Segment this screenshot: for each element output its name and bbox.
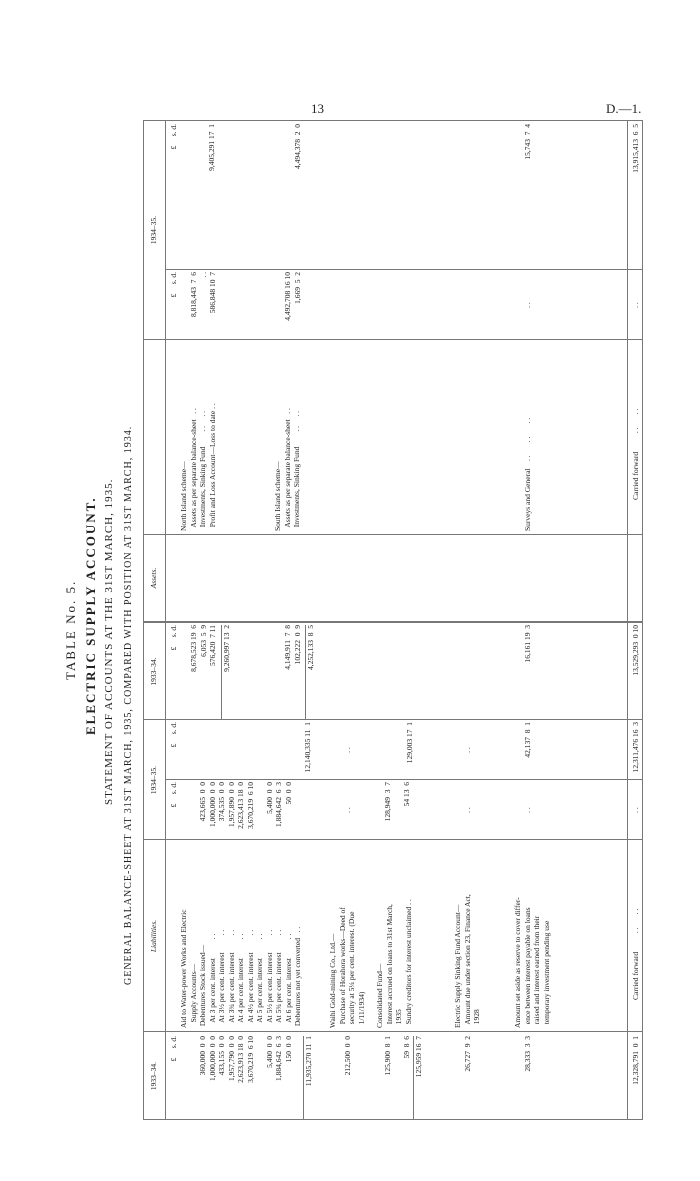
reserve-1934: 28,333 3 3 [523,1036,532,1072]
lsd-col3: £ s. d. [169,782,178,808]
sinking-1935-right: . . [463,747,472,753]
rotated-balance-sheet [55,120,645,1120]
consol-1935-right: 129,003 17 1 [405,722,414,764]
liab-carried-1935-mid: . . [631,807,640,813]
lsd-col4: £ s. d. [169,722,178,748]
ni-1935-right: 9,405,291 17 1 [207,124,216,171]
consol-1934: 125,900 8 1 59 8 6 [383,1036,411,1076]
liab-debentures-desc: Aid to Water-power Works and Electric Supply Accounts— Debentures Stock issued— At 3 per cent. interest . . At 3½ per cent. interest . . At 3¾ per cent. interest . . At 4 per cent. interest . . At 4½ per cent. interest . . At 5 per cent. interest . . At 5½ per cent. interest . . At 5¾ per cent. interest . . At 6 per cent. interest . . Debentures not yet converted . . [179,909,302,1028]
lsd-col1: £ s. d. [169,1036,178,1062]
consol-1934-total: 125,959 16 7 [413,1036,424,1120]
liab-1935-header: 1934–35. [149,765,158,795]
assets-carried-1934: 13,529,293 0 10 [631,625,640,676]
liab-1935-debentures: 423,665 0 0 1,000,000 0 0 374,535 0 0 1,957,890 0 0 2,623,413 18 0 3,670,219 6 10 5,400 0 0 1,884,642 6 3 50 0 0 [198,782,293,829]
lsd-col5: £ s. d. [169,625,178,651]
surveys-1935-mid: . . [523,302,532,308]
surveys-1934: 16,161 19 3 [523,625,532,663]
assets-carried-1935-right: 13,915,413 6 5 [631,124,640,173]
si-1935-mid: 4,492,708 16 10 1,669 5 2 [283,272,302,321]
waihi-desc: Waihi Gold-mining Co., Ltd.— Purchase of Horahora works—Deed of security at 5¼ per cent. interest. (Due 1/11/1934) [328,907,366,1028]
assets-carried-desc: Carried forward . . . . [631,408,640,500]
waihi-1934: 212,500 0 0 [343,1036,352,1076]
assets-carried-1935-mid: . . [631,302,640,308]
statement-title: STATEMENT OF ACCOUNTS AT THE 31ST MARCH, 1935. [103,478,115,805]
liab-1934-total1: 11,935,270 11 1 [303,1036,314,1120]
liab-1934-debentures: 360,000 0 0 1,000,000 0 0 433,155 0 0 1,957,790 0 0 2,623,913 18 0 3,670,219 6 10 5,400 0 0 1,884,642 6 3 150 0 0 [198,1036,293,1083]
reserve-1935-right: 42,137 8 1 [523,722,532,758]
consol-1935-mid: 128,949 3 7 54 13 6 [383,782,411,822]
table-label: TABLE No. 5. [63,579,78,680]
balance-sheet-title: GENERAL BALANCE-SHEET AT 31ST MARCH, 1935, COMPARED WITH POSITION AT 31ST MARCH, 1934. [123,425,134,985]
surveys-desc: Surveys and General . . . . . . [523,417,532,531]
assets-1934-header: 1933–34. [149,657,158,686]
ni-1934: 8,678,523 19 6 6,053 5 9 576,420 7 11 [189,625,217,672]
ni-1934-total: 9,260,997 13 2 [221,625,232,720]
liab-carried-1934: 12,328,791 0 1 [631,1036,640,1085]
assets-header: Assets. [149,567,158,589]
reserve-desc: Amount set aside as reserve to cover differ- ence between interest payable on loans raised and interest earned from their temporary investment pending use [513,897,551,1028]
liab-1934-header: 1933–34. [149,1061,158,1091]
liab-carried-desc: Carried forward . . . . [631,908,640,1000]
waihi-1935-mid: . . [343,807,352,813]
liabilities-header: Liabilities. [149,919,158,953]
waihi-1935-right: . . [343,747,352,753]
sinking-desc: Electric Supply Sinking Fund Account— Amount due under section 23, Finance Act, 1928 [453,894,481,1028]
ni-desc: North Island scheme— Assets as per separate balance-sheet . . Investments, Sinking Fund . . . . Profit and Loss Account—Loss to date . . [179,403,217,531]
si-1935-right: 4,494,378 2 0 [293,124,302,169]
lsd-col8: £ s. d. [169,124,178,150]
page-number: 13 [311,101,324,116]
ni-1935-mid: 8,818,443 7 6 . . 586,848 10 7 [189,272,217,317]
liab-1935-total1: 12,140,335 11 1 [303,722,312,773]
account-title: ELECTRIC SUPPLY ACCOUNT. [83,496,98,735]
sinking-1935-mid: . . [463,807,472,813]
lsd-col7: £ s. d. [169,272,178,298]
surveys-1935-right: 15,743 7 4 [523,124,532,160]
si-1934: 4,149,911 7 8 102,222 0 9 [283,625,302,670]
document-reference: D.—1. [606,101,642,116]
assets-1935-header: 1934–35. [149,215,158,245]
consol-desc: Consolidated Fund— Interest accrued on loans to 31st March, 1935 Sundry creditors for interest unclaimed . . [375,899,413,1028]
si-1934-total: 4,252,133 8 5 [305,625,316,720]
si-desc: South Island scheme— Assets as per separate balance-sheet . . Investments, Sinking Fund . . . . [273,408,301,531]
sinking-1934: 26,727 9 2 [463,1036,472,1072]
reserve-1935-mid: . . [523,807,532,813]
balance-table [143,120,643,1120]
liab-carried-1935-right: 12,311,476 16 3 [631,722,640,773]
